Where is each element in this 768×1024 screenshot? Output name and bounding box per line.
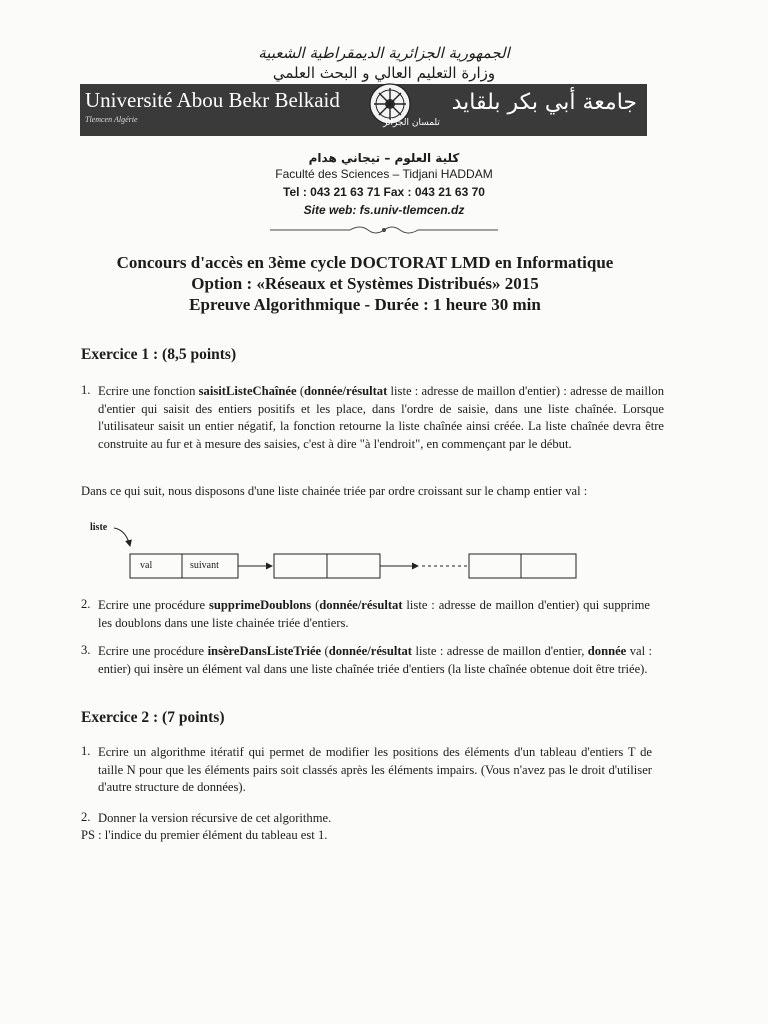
postscript-note: PS : l'indice du premier élément du tableau est 1. [81, 828, 328, 842]
node-field-next: suivant [190, 560, 219, 571]
faculty-arabic: كلية العلوم – تيجاني هدام [308, 151, 460, 165]
university-name-fr: Université Abou Bekr Belkaid [85, 88, 340, 112]
exercise-1-question-3: Ecrire une procédure insèreDansListeTriée (donnée/résultat liste : adresse de maillon d'entier, donnée val : entier) qui insère un élément val dans une liste chaînée triée d'entiers (la liste chaînée obtenue doit être triée). [98, 644, 653, 676]
exercise-2-question-2: Donner la version récursive de cet algorithme. [98, 811, 332, 825]
node-field-val: val [140, 560, 153, 571]
exercise-1-question-2: Ecrire une procédure supprimeDoublons (donnée/résultat liste : adresse de maillon d'entier) qui supprime les doublons dans une liste chainée triée d'entiers. [98, 598, 650, 630]
exercise-1-question-1: Ecrire une fonction saisitListeChaînée (donnée/résultat liste : adresse de maillon d'entier) : adresse de maillon d'entier qui saisit des entiers positifs et les place, dans l'ordre de saisie, dans une liste chaînée. Lorsque l'utilisateur saisit un entier négatif, la fonction retourne la liste chaînée ainsi créée. La liste chaînée devra être construite au fur et à mesure des saisies, c'est à dire "à l'endroit", en commençant par le début. [98, 384, 665, 451]
list-pointer-label: liste [90, 522, 108, 533]
university-name-ar: جامعة أبي بكر بلقايد [451, 90, 637, 115]
exercise-1-heading: Exercice 1 : (8,5 points) [81, 346, 237, 363]
contact-line: Tel : 043 21 63 71 Fax : 043 21 63 70 [283, 185, 485, 199]
ornament-divider [268, 222, 500, 238]
question-number: 2. [81, 810, 91, 824]
website-line: Site web: fs.univ-tlemcen.dz [303, 203, 465, 217]
question-number: 2. [81, 597, 91, 611]
question-number: 1. [81, 744, 91, 758]
exam-title-line-3: Epreuve Algorithmique - Durée : 1 heure 30 min [189, 295, 541, 314]
exam-title-line-1: Concours d'accès en 3ème cycle DOCTORAT LMD en Informatique [116, 253, 614, 272]
exam-title-line-2: Option : «Réseaux et Systèmes Distribués» 2015 [191, 274, 539, 293]
question-number: 1. [81, 383, 91, 397]
university-banner [80, 84, 647, 136]
city-arabic: تلمسان الجزائر [383, 118, 440, 128]
exercise-2-heading: Exercice 2 : (7 points) [81, 709, 225, 726]
republic-arabic: الجمهورية الجزائرية الديمقراطية الشعبية [258, 44, 510, 62]
question-number: 3. [81, 643, 91, 657]
university-location: Tlemcen Algérie [85, 115, 138, 124]
exercise-1-intro: Dans ce qui suit, nous disposons d'une liste chainée triée par ordre croissant sur le champ entier val : [81, 484, 588, 498]
exercise-2-question-1: Ecrire un algorithme itératif qui permet de modifier les positions des éléments d'un tableau d'entiers T de taille N pour que les éléments pairs soit classés après les éléments impairs. (Vous n'avez pas le droit d'utiliser d'autre structure de données). [98, 745, 652, 794]
linked-list-diagram [84, 518, 584, 584]
ministry-arabic: وزارة التعليم العالي و البحث العلمي [272, 64, 496, 82]
linked-list-drawing [84, 518, 584, 584]
faculty-french: Faculté des Sciences – Tidjani HADDAM [275, 167, 493, 181]
